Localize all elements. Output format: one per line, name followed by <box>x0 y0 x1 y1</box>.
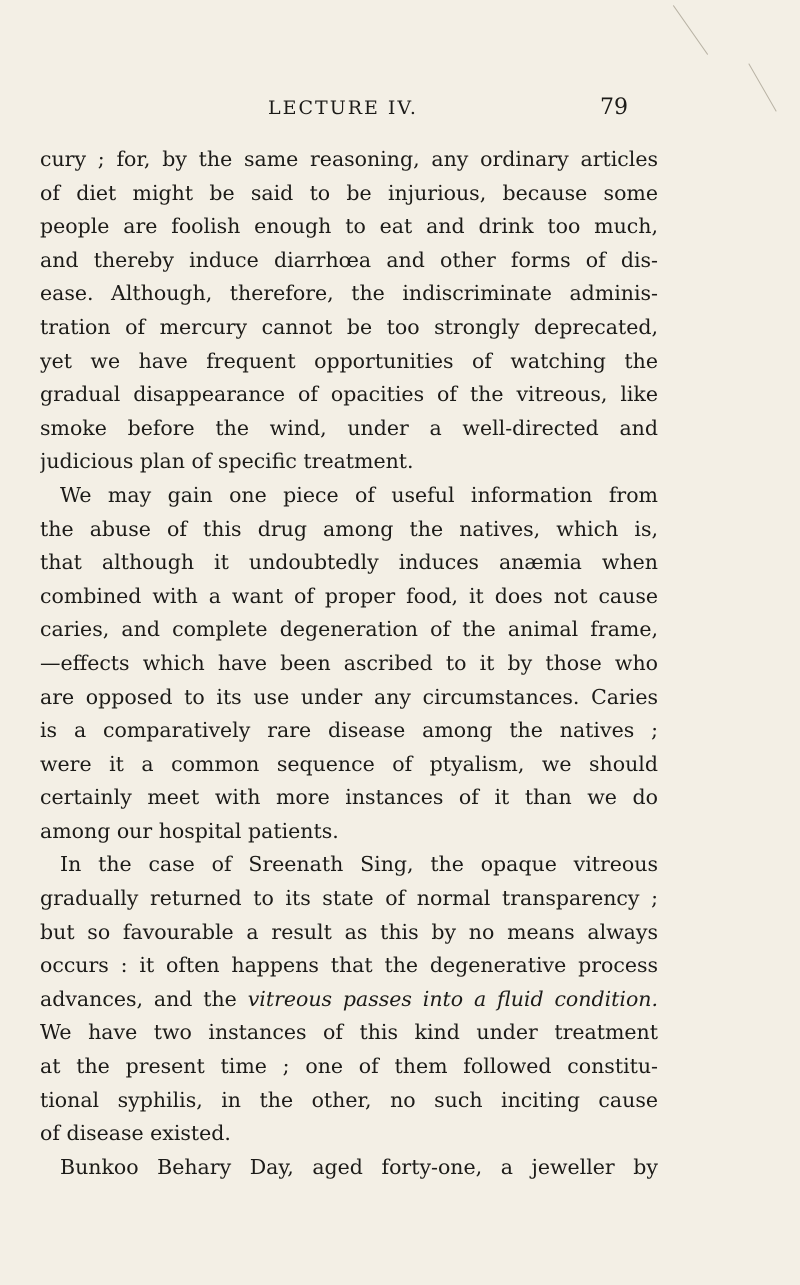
text-line-roman: advances, and the <box>40 986 237 1011</box>
page-number: 79 <box>600 95 628 120</box>
text-line: the abuse of this drug among the natives, which is, <box>40 516 658 541</box>
running-head: LECTURE IV. <box>268 97 418 119</box>
text-line: of disease existed. <box>40 1121 231 1146</box>
text-line: gradual disappearance of opacities of the vitreous, like <box>40 382 658 407</box>
body-text <box>40 143 658 1184</box>
text-line: of diet might be said to be injurious, because some <box>40 180 658 205</box>
text-line: tration of mercury cannot be too strongly deprecated, <box>40 314 658 339</box>
text-line: among our hospital patients. <box>40 818 339 843</box>
text-line: people are foolish enough to eat and drink too much, <box>40 214 658 239</box>
text-line: at the present time ; one of them followed constitu- <box>40 1054 658 1079</box>
text-line: Bunkoo Behary Day, aged forty-one, a jeweller by <box>60 1154 658 1179</box>
text-line: yet we have frequent opportunities of watching the <box>40 348 658 373</box>
text-line: tional syphilis, in the other, no such inciting cause <box>40 1087 658 1112</box>
text-line: We may gain one piece of useful information from <box>60 482 658 507</box>
page-edge-shadow <box>673 5 708 55</box>
page-header <box>0 90 800 126</box>
text-line: gradually returned to its state of normal transparency ; <box>40 886 658 911</box>
text-line: are opposed to its use under any circumstances. Caries <box>40 684 658 709</box>
text-line: caries, and complete degeneration of the animal frame, <box>40 617 658 642</box>
text-line-italic: vitreous passes into a fluid condition. <box>247 986 658 1011</box>
text-line: that although it undoubtedly induces anæmia when <box>40 550 658 575</box>
text-line: certainly meet with more instances of it than we do <box>40 785 658 810</box>
text-line: We have two instances of this kind under treatment <box>40 1020 658 1045</box>
text-line: smoke before the wind, under a well-directed and <box>40 415 658 440</box>
text-line: occurs : it often happens that the degenerative process <box>40 953 658 978</box>
text-line: cury ; for, by the same reasoning, any ordinary articles <box>40 147 658 171</box>
text-line: and thereby induce diarrhœa and other forms of dis- <box>40 247 658 272</box>
text-line: but so favourable a result as this by no means always <box>40 919 658 944</box>
text-line: In the case of Sreenath Sing, the opaque vitreous <box>60 852 658 877</box>
text-line: —effects which have been ascribed to it by those who <box>40 650 658 675</box>
text-line <box>40 983 658 1017</box>
text-line: were it a common sequence of ptyalism, we should <box>40 751 658 776</box>
text-line: combined with a want of proper food, it does not cause <box>40 583 658 608</box>
text-line: is a comparatively rare disease among the natives ; <box>40 718 658 743</box>
text-line: ease. Although, therefore, the indiscriminate adminis- <box>40 281 658 306</box>
text-line: judicious plan of specific treatment. <box>40 449 414 474</box>
